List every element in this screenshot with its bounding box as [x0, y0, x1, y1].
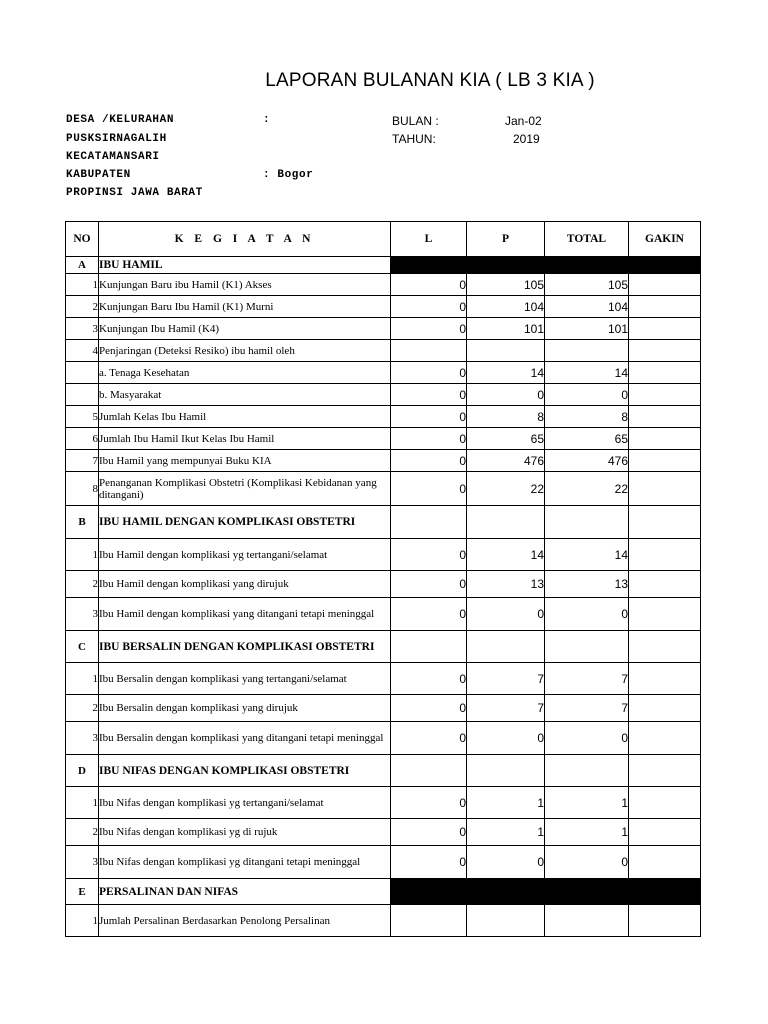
cell-l: 0	[391, 695, 467, 722]
table-row	[66, 695, 701, 722]
table-row	[66, 472, 701, 506]
propinsi-label: PROPINSI JAWA BARAT	[66, 187, 203, 199]
cell-gakin	[629, 406, 701, 428]
row-number: 3	[66, 846, 99, 879]
table-row	[66, 406, 701, 428]
report-table	[65, 221, 701, 937]
row-number: D	[66, 755, 99, 787]
row-number: 3	[66, 722, 99, 755]
cell-l: 0	[391, 787, 467, 819]
row-number: 6	[66, 428, 99, 450]
cell-total: 104	[545, 296, 629, 318]
row-number: 4	[66, 340, 99, 362]
cell-total	[545, 755, 629, 787]
row-kegiatan: Kunjungan Ibu Hamil (K4)	[99, 318, 391, 340]
cell-total: 14	[545, 539, 629, 571]
cell-p: 1	[467, 819, 545, 846]
cell-total: 22	[545, 472, 629, 506]
table-row	[66, 571, 701, 598]
row-number	[66, 362, 99, 384]
row-kegiatan: Ibu Hamil dengan komplikasi yg tertangani/selamat	[99, 539, 391, 571]
row-number: 1	[66, 905, 99, 937]
cell-l: 0	[391, 428, 467, 450]
desa-label: DESA /KELURAHAN	[66, 114, 175, 126]
cell-gakin	[629, 846, 701, 879]
cell-l: 0	[391, 406, 467, 428]
row-number: 2	[66, 819, 99, 846]
cell-l: 0	[391, 296, 467, 318]
cell-gakin	[629, 819, 701, 846]
cell-total: 7	[545, 695, 629, 722]
cell-p: 22	[467, 472, 545, 506]
table-header-row	[66, 222, 701, 257]
cell-l: 0	[391, 846, 467, 879]
table-row	[66, 362, 701, 384]
cell-p: 105	[467, 274, 545, 296]
row-kegiatan: Penanganan Komplikasi Obstetri (Komplikasi Kebidanan yang ditangani)	[99, 472, 391, 506]
table-row	[66, 318, 701, 340]
cell-gakin	[629, 571, 701, 598]
row-kegiatan: b. Masyarakat	[99, 384, 391, 406]
cell-total: 476	[545, 450, 629, 472]
cell-l: 0	[391, 274, 467, 296]
cell-gakin	[629, 787, 701, 819]
cell-l: 0	[391, 472, 467, 506]
cell-total: 0	[545, 846, 629, 879]
row-kegiatan: Jumlah Persalinan Berdasarkan Penolong Persalinan	[99, 905, 391, 937]
cell-p: 7	[467, 663, 545, 695]
cell-total: 13	[545, 571, 629, 598]
table-row	[66, 663, 701, 695]
cell-total: 1	[545, 787, 629, 819]
cell-gakin	[629, 506, 701, 539]
cell-p: 0	[467, 722, 545, 755]
table-row	[66, 274, 701, 296]
row-kegiatan: Ibu Nifas dengan komplikasi yg tertangani/selamat	[99, 787, 391, 819]
cell-p: 104	[467, 296, 545, 318]
cell-p: 13	[467, 571, 545, 598]
cell-l: 0	[391, 722, 467, 755]
kabupaten-value: : Bogor	[263, 169, 314, 181]
cell-p	[467, 340, 545, 362]
cell-total: 0	[545, 598, 629, 631]
cell-gakin	[629, 362, 701, 384]
cell-gakin	[629, 384, 701, 406]
cell-p: 14	[467, 539, 545, 571]
row-number: 3	[66, 318, 99, 340]
row-number: E	[66, 879, 99, 905]
cell-total: 0	[545, 384, 629, 406]
cell-total: 8	[545, 406, 629, 428]
cell-p	[467, 506, 545, 539]
cell-l	[391, 755, 467, 787]
row-number: 3	[66, 598, 99, 631]
cell-gakin	[629, 722, 701, 755]
cell-l: 0	[391, 318, 467, 340]
cell-total: 0	[545, 722, 629, 755]
cell-l: 0	[391, 539, 467, 571]
cell-l: 0	[391, 384, 467, 406]
bulan-value: Jan-02	[505, 114, 542, 128]
cell-total	[545, 340, 629, 362]
row-kegiatan: Jumlah Kelas Ibu Hamil	[99, 406, 391, 428]
row-kegiatan: Ibu Nifas dengan komplikasi yg ditangani tetapi meninggal	[99, 846, 391, 879]
cell-gakin	[629, 539, 701, 571]
cell-p: 0	[467, 598, 545, 631]
cell-l: 0	[391, 598, 467, 631]
row-kegiatan: Ibu Bersalin dengan komplikasi yang tertangani/selamat	[99, 663, 391, 695]
cell-gakin	[629, 340, 701, 362]
row-number: 1	[66, 274, 99, 296]
row-kegiatan: Ibu Hamil dengan komplikasi yang dirujuk	[99, 571, 391, 598]
row-kegiatan: Kunjungan Baru ibu Hamil (K1) Akses	[99, 274, 391, 296]
row-number: 7	[66, 450, 99, 472]
row-number: 8	[66, 472, 99, 506]
cell-p: 0	[467, 384, 545, 406]
cell-p	[467, 905, 545, 937]
table-row	[66, 340, 701, 362]
cell-total: 7	[545, 663, 629, 695]
cell-l	[391, 631, 467, 663]
cell-l: 0	[391, 362, 467, 384]
section-black-fill	[391, 257, 701, 274]
cell-total	[545, 631, 629, 663]
cell-gakin	[629, 428, 701, 450]
section-black-fill	[391, 879, 701, 905]
table-row	[66, 296, 701, 318]
cell-gakin	[629, 598, 701, 631]
row-number: 1	[66, 539, 99, 571]
tahun-value: 2019	[513, 132, 540, 146]
row-number: 1	[66, 787, 99, 819]
cell-total: 14	[545, 362, 629, 384]
col-header-total: TOTAL	[545, 222, 629, 257]
kecamatan-label: KECATAMANSARI	[66, 151, 160, 163]
cell-p: 0	[467, 846, 545, 879]
cell-gakin	[629, 450, 701, 472]
desa-colon: :	[263, 114, 271, 126]
row-number: A	[66, 257, 99, 274]
section-row	[66, 755, 701, 787]
cell-total: 65	[545, 428, 629, 450]
row-number: 2	[66, 695, 99, 722]
table-row	[66, 598, 701, 631]
row-number: 2	[66, 296, 99, 318]
section-row	[66, 879, 701, 905]
table-row	[66, 428, 701, 450]
row-number	[66, 384, 99, 406]
cell-gakin	[629, 318, 701, 340]
section-row	[66, 257, 701, 274]
row-kegiatan: Ibu Bersalin dengan komplikasi yang ditangani tetapi meninggal	[99, 722, 391, 755]
cell-gakin	[629, 905, 701, 937]
cell-l	[391, 506, 467, 539]
cell-p: 14	[467, 362, 545, 384]
cell-total: 1	[545, 819, 629, 846]
col-header-l: L	[391, 222, 467, 257]
cell-total	[545, 506, 629, 539]
col-header-no: NO	[66, 222, 99, 257]
cell-l	[391, 340, 467, 362]
row-kegiatan: a. Tenaga Kesehatan	[99, 362, 391, 384]
row-number: 1	[66, 663, 99, 695]
table-row	[66, 905, 701, 937]
cell-p: 101	[467, 318, 545, 340]
cell-p	[467, 631, 545, 663]
cell-gakin	[629, 472, 701, 506]
row-kegiatan: Kunjungan Baru Ibu Hamil (K1) Murni	[99, 296, 391, 318]
row-kegiatan: IBU HAMIL DENGAN KOMPLIKASI OBSTETRI	[99, 506, 391, 539]
row-number: C	[66, 631, 99, 663]
cell-gakin	[629, 274, 701, 296]
cell-total: 105	[545, 274, 629, 296]
row-kegiatan: Ibu Bersalin dengan komplikasi yang dirujuk	[99, 695, 391, 722]
row-kegiatan: Ibu Hamil dengan komplikasi yang ditangani tetapi meninggal	[99, 598, 391, 631]
table-row	[66, 384, 701, 406]
row-kegiatan: Penjaringan (Deteksi Resiko) ibu hamil oleh	[99, 340, 391, 362]
table-row	[66, 846, 701, 879]
cell-l: 0	[391, 450, 467, 472]
cell-l: 0	[391, 663, 467, 695]
puskesmas-label: PUSKSIRNAGALIH	[66, 133, 167, 145]
row-kegiatan: PERSALINAN DAN NIFAS	[99, 879, 391, 905]
table-body	[66, 257, 701, 937]
cell-total	[545, 905, 629, 937]
table-row	[66, 722, 701, 755]
row-number: 2	[66, 571, 99, 598]
row-kegiatan: Ibu Hamil yang mempunyai Buku KIA	[99, 450, 391, 472]
cell-l: 0	[391, 571, 467, 598]
row-kegiatan: IBU HAMIL	[99, 257, 391, 274]
section-row	[66, 506, 701, 539]
cell-total: 101	[545, 318, 629, 340]
cell-gakin	[629, 296, 701, 318]
tahun-label: TAHUN:	[392, 132, 436, 146]
table-row	[66, 819, 701, 846]
row-kegiatan: Ibu Nifas dengan komplikasi yg di rujuk	[99, 819, 391, 846]
row-number: B	[66, 506, 99, 539]
col-header-gakin: GAKIN	[629, 222, 701, 257]
table-row	[66, 539, 701, 571]
table-row	[66, 450, 701, 472]
row-kegiatan: IBU NIFAS DENGAN KOMPLIKASI OBSTETRI	[99, 755, 391, 787]
col-header-kegiatan: K E G I A T A N	[99, 222, 391, 257]
cell-p: 8	[467, 406, 545, 428]
row-number: 5	[66, 406, 99, 428]
row-kegiatan: IBU BERSALIN DENGAN KOMPLIKASI OBSTETRI	[99, 631, 391, 663]
cell-p	[467, 755, 545, 787]
cell-p: 65	[467, 428, 545, 450]
cell-gakin	[629, 663, 701, 695]
section-row	[66, 631, 701, 663]
cell-gakin	[629, 695, 701, 722]
row-kegiatan: Jumlah Ibu Hamil Ikut Kelas Ibu Hamil	[99, 428, 391, 450]
cell-p: 1	[467, 787, 545, 819]
cell-p: 476	[467, 450, 545, 472]
cell-gakin	[629, 631, 701, 663]
cell-l	[391, 905, 467, 937]
report-title: LAPORAN BULANAN KIA ( LB 3 KIA )	[265, 70, 595, 91]
cell-l: 0	[391, 819, 467, 846]
cell-p: 7	[467, 695, 545, 722]
cell-gakin	[629, 755, 701, 787]
col-header-p: P	[467, 222, 545, 257]
kabupaten-label: KABUPATEN	[66, 169, 131, 181]
table-row	[66, 787, 701, 819]
bulan-label: BULAN :	[392, 114, 439, 128]
